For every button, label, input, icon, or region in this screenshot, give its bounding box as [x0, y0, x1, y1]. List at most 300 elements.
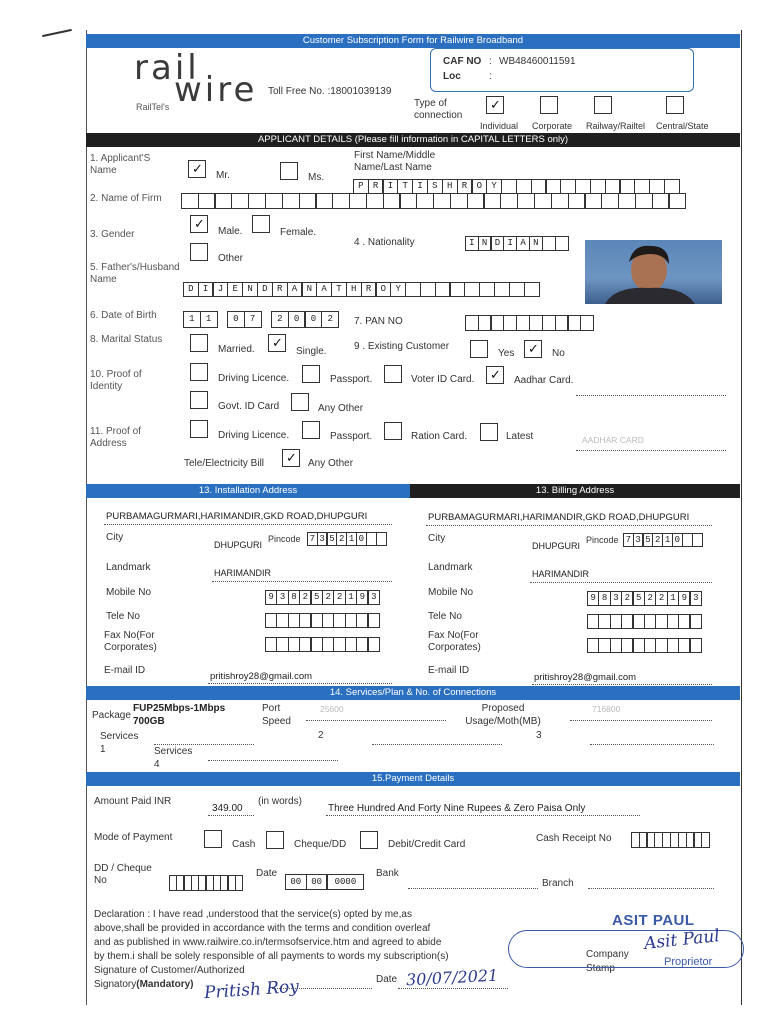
payment-date-cell: 00 — [306, 874, 328, 890]
firm-cell — [332, 193, 350, 209]
firm-cell — [282, 193, 300, 209]
install-mobile-cell: 2 — [322, 590, 335, 605]
billing-mobile-cell: 1 — [667, 591, 680, 606]
father-label: 5. Father's/Husband Name — [90, 262, 180, 285]
firm-cell — [668, 193, 686, 209]
applicant-name-cell: R — [368, 179, 384, 194]
checkbox-ms[interactable] — [280, 162, 298, 180]
billing-tele-label: Tele No — [428, 611, 462, 622]
billing-address-header: 13. Billing Address — [410, 484, 740, 498]
nationality-cell — [555, 236, 569, 251]
installation-address-header: 13. Installation Address — [86, 484, 410, 498]
firm-label: 2. Name of Firm — [90, 193, 162, 204]
install-email-label: E-mail ID — [104, 665, 146, 676]
checkbox-poa-passport[interactable] — [302, 421, 320, 439]
install-tele-cells — [266, 613, 380, 628]
dob-day-cell: 1 — [200, 311, 218, 328]
install-pincode-label: Pincode — [268, 534, 301, 544]
dd-cheque-cells — [170, 875, 243, 891]
declaration-date-value: 30/07/2021 — [405, 965, 499, 990]
firm-cell — [483, 193, 501, 209]
billing-pincode-cells — [624, 533, 703, 547]
billing-mobile-cell: 2 — [655, 591, 668, 606]
applicant-name-label: 1. Applicant'S Name — [90, 153, 151, 176]
firm-cell — [433, 193, 451, 209]
billing-pincode-cell: 0 — [672, 533, 683, 547]
bank-underline — [408, 888, 538, 889]
gender-label: 3. Gender — [90, 229, 135, 240]
firm-cell — [568, 193, 586, 209]
applicant-name-cell — [590, 179, 606, 194]
father-name-cell — [449, 282, 465, 297]
caf-loc-label: Loc — [443, 71, 461, 82]
dob-month-cell: 0 — [227, 311, 245, 328]
firm-cell — [635, 193, 653, 209]
father-name-cell: A — [316, 282, 332, 297]
firm-cell — [399, 193, 417, 209]
firm-cell — [248, 193, 266, 209]
poa-ration: Ration Card. — [411, 431, 468, 442]
proprietor-stamp — [508, 906, 750, 978]
install-mobile-cell: 8 — [288, 590, 301, 605]
mode-of-payment-label: Mode of Payment — [94, 832, 173, 843]
checkbox-poi-voter[interactable] — [384, 365, 402, 383]
firm-cell — [450, 193, 468, 209]
firm-cell — [231, 193, 249, 209]
applicant-name-cell: Y — [486, 179, 502, 194]
father-name-cell: T — [331, 282, 347, 297]
branch-label: Branch — [542, 878, 574, 889]
label-married: Married. — [218, 344, 255, 355]
cash-receipt-label: Cash Receipt No — [536, 833, 612, 844]
applicant-name-cell: S — [427, 179, 443, 194]
applicant-name-cell: T — [397, 179, 413, 194]
caf-sep-1: : — [489, 56, 492, 67]
billing-address-line: PURBAMAGURMARI,HARIMANDIR,GKD ROAD,DHUPGURI — [428, 512, 690, 523]
billing-mobile-label: Mobile No — [428, 587, 474, 598]
applicant-photo — [585, 240, 722, 304]
applicant-name-cell — [575, 179, 591, 194]
checkbox-poi-govt[interactable] — [190, 391, 208, 409]
billing-mobile-cell: 9 — [587, 591, 600, 606]
install-mobile-cell: 1 — [345, 590, 358, 605]
payment-date-cell: 00 — [285, 874, 307, 890]
father-name-cell: N — [242, 282, 258, 297]
nationality-cell: N — [529, 236, 543, 251]
services-3-underline — [590, 744, 714, 745]
billing-email-label: E-mail ID — [428, 665, 470, 676]
nationality-cell: D — [490, 236, 504, 251]
opt-individual: Individual — [480, 121, 519, 131]
poa-other-value: AADHAR CARD — [582, 435, 644, 445]
existing-customer-label: 9 . Existing Customer — [354, 341, 450, 352]
checkbox-poa-other[interactable]: ✓ — [282, 449, 300, 467]
mandatory-text: (Mandatory) — [136, 979, 194, 990]
payment-date-cells — [286, 874, 364, 890]
bank-label: Bank — [376, 868, 399, 879]
billing-pincode-cell: 1 — [662, 533, 673, 547]
dob-month-cell: 7 — [244, 311, 262, 328]
install-mobile-cell: 9 — [265, 590, 278, 605]
checkbox-cheque[interactable] — [266, 831, 284, 849]
mode-card: Debit/Credit Card — [388, 839, 466, 850]
billing-landmark: HARIMANDIR — [532, 569, 590, 579]
firm-cell — [534, 193, 552, 209]
in-words-label: (in words) — [258, 796, 302, 807]
father-name-cell: Y — [390, 282, 406, 297]
package-value: FUP25Mbps-1Mbps 700GB — [133, 703, 226, 727]
declaration-line-2: above,shall be provided in accordance with the terms and condition overleaf — [94, 923, 431, 934]
install-mobile-cell: 3 — [367, 590, 380, 605]
dob-year-cell: 2 — [271, 311, 289, 328]
poi-aadhar: Aadhar Card. — [514, 375, 574, 386]
label-no: No — [552, 348, 565, 359]
amount-underline — [208, 815, 254, 816]
services-header: 14. Services/Plan & No. of Connections — [86, 686, 740, 700]
poi-govt: Govt. ID Card — [218, 401, 280, 412]
amount-words-underline — [326, 815, 640, 816]
billing-mobile-cell: 2 — [621, 591, 634, 606]
father-name-cell — [420, 282, 436, 297]
applicant-name-cell — [619, 179, 635, 194]
dob-month-cells — [228, 311, 262, 328]
customer-signature: Pritish Roy — [203, 976, 300, 1004]
father-name-cell: H — [346, 282, 362, 297]
dob-year-cells — [272, 311, 339, 328]
pan-label: 7. PAN NO — [354, 316, 403, 327]
install-pincode-cell: 1 — [346, 532, 357, 546]
nationality-cell: N — [478, 236, 492, 251]
stamp-name: ASIT PAUL — [612, 912, 695, 929]
signature-label-2 — [94, 979, 193, 991]
cash-receipt-cell — [701, 832, 710, 848]
applicant-name-cell: O — [471, 179, 487, 194]
install-landmark-underline — [212, 581, 392, 582]
dob-year-cell: 2 — [321, 311, 339, 328]
logo-word-wire: wire — [174, 70, 258, 110]
declaration-line-1: Declaration : I have read ,understood that the service(s) opted by me,as — [94, 909, 412, 920]
opt-corporate: Corporate — [532, 121, 573, 131]
checkbox-corporate[interactable] — [540, 96, 558, 114]
dd-cheque-label: DD / Cheque No — [94, 863, 152, 886]
poa-driving: Driving Licence. — [218, 430, 290, 441]
railwire-logo — [134, 48, 258, 116]
services-2-underline — [372, 744, 502, 745]
label-male: Male. — [218, 226, 243, 237]
label-ms: Ms. — [308, 172, 325, 183]
checkbox-poi-passport[interactable] — [302, 365, 320, 383]
install-landmark: HARIMANDIR — [214, 568, 272, 578]
services-4-label: Services 4 — [154, 746, 193, 770]
father-name-cell: R — [361, 282, 377, 297]
billing-tele-cell — [689, 614, 702, 629]
nationality-cell: I — [503, 236, 517, 251]
install-city-label: City — [106, 532, 124, 543]
pan-cells — [466, 315, 594, 331]
poi-other-line — [576, 395, 726, 396]
firm-cell — [383, 193, 401, 209]
install-email-underline — [208, 683, 392, 684]
father-name-cell: I — [198, 282, 214, 297]
poi-other: Any Other — [318, 403, 364, 414]
usage-underline — [570, 720, 712, 721]
poi-label: 10. Proof of Identity — [90, 369, 142, 392]
install-mobile-cells — [266, 590, 380, 605]
father-name-cell — [405, 282, 421, 297]
father-name-cell: E — [227, 282, 243, 297]
firm-cell — [652, 193, 670, 209]
checkbox-poa-driving[interactable] — [190, 420, 208, 438]
checkbox-card[interactable] — [360, 831, 378, 849]
services-1-label: Services 1 — [100, 731, 139, 755]
checkbox-other[interactable] — [190, 243, 208, 261]
cash-receipt-cells — [632, 832, 710, 848]
firm-cell — [315, 193, 333, 209]
father-name-cell: D — [183, 282, 199, 297]
dob-year-cell: 0 — [304, 311, 322, 328]
amount-label: Amount Paid INR — [94, 796, 172, 807]
dob-day-cells — [184, 311, 218, 328]
branch-underline — [588, 888, 714, 889]
nationality-label: 4 . Nationality — [354, 237, 415, 248]
applicant-details-header: APPLICANT DETAILS (Please fill information in CAPITAL LETTERS only) — [86, 133, 740, 147]
billing-fax-label: Fax No(For Corporates) — [428, 630, 481, 653]
stamp-signature: Asit Paul — [643, 926, 721, 954]
billing-tele-cells — [588, 614, 702, 629]
package-label: Package — [92, 710, 131, 721]
father-name-cell: N — [301, 282, 317, 297]
install-pincode-cell: 7 — [307, 532, 318, 546]
poa-tele-bill: Tele/Electricity Bill — [184, 458, 265, 469]
billing-mobile-cells — [588, 591, 702, 606]
marital-label: 8. Marital Status — [90, 334, 163, 345]
firm-cell — [601, 193, 619, 209]
father-name-cells — [184, 282, 540, 297]
checkbox-central-state[interactable] — [666, 96, 684, 114]
checkbox-single[interactable]: ✓ — [268, 334, 286, 352]
logo-tagline: RailTel's — [136, 102, 170, 112]
port-speed-value: 25600 — [320, 704, 344, 714]
type-of-connection-label: Type of connection — [414, 98, 463, 121]
install-pincode-cell: 3 — [317, 532, 328, 546]
applicant-name-cells — [354, 179, 680, 194]
poi-driving: Driving Licence. — [218, 373, 290, 384]
checkbox-poa-ration[interactable] — [384, 422, 402, 440]
checkbox-existing-no[interactable]: ✓ — [524, 340, 542, 358]
poa-passport: Passport. — [330, 431, 373, 442]
mode-cash: Cash — [232, 839, 256, 850]
nationality-cells — [466, 236, 569, 251]
billing-mobile-cell: 2 — [644, 591, 657, 606]
applicant-name-cell — [516, 179, 532, 194]
install-pincode-cells — [308, 532, 387, 546]
checkbox-mr[interactable]: ✓ — [188, 160, 206, 178]
pen-mark — [42, 29, 72, 37]
install-pincode-cell — [376, 532, 387, 546]
poi-passport: Passport. — [330, 374, 373, 385]
services-3-label: 3 — [536, 730, 542, 741]
billing-landmark-underline — [530, 582, 712, 583]
caf-sep-2: : — [489, 71, 492, 82]
billing-pincode-cell: 2 — [652, 533, 663, 547]
poa-other-line — [576, 450, 726, 451]
father-name-cell — [524, 282, 540, 297]
install-city: DHUPGURI — [214, 540, 263, 550]
checkbox-married[interactable] — [190, 334, 208, 352]
install-mobile-cell: 9 — [356, 590, 369, 605]
toll-free: Toll Free No. :18001039139 — [268, 86, 392, 97]
firm-cell — [198, 193, 216, 209]
dob-day-cell: 1 — [183, 311, 201, 328]
nationality-cell: I — [465, 236, 479, 251]
install-fax-cells — [266, 637, 380, 652]
declaration-line-3: and as published in www.railwire.co.in/termsofservice.htm and agreed to abide — [94, 937, 442, 948]
install-pincode-cell: 5 — [326, 532, 337, 546]
install-landmark-label: Landmark — [106, 562, 151, 573]
nationality-cell: A — [516, 236, 530, 251]
billing-mobile-cell: 5 — [632, 591, 645, 606]
port-speed-label: Port Speed — [262, 703, 291, 727]
payment-header: 15.Payment Details — [86, 772, 740, 786]
father-name-cell: A — [287, 282, 303, 297]
checkbox-poi-other[interactable] — [291, 393, 309, 411]
billing-mobile-cell: 8 — [598, 591, 611, 606]
label-mr: Mr. — [216, 170, 230, 181]
checkbox-poi-driving[interactable] — [190, 363, 208, 381]
firm-cell — [366, 193, 384, 209]
install-fax-cell — [367, 637, 380, 652]
firm-cell — [618, 193, 636, 209]
usage-value: 716800 — [592, 704, 621, 714]
father-name-cell: D — [257, 282, 273, 297]
firm-cell — [299, 193, 317, 209]
applicant-name-cell — [634, 179, 650, 194]
firm-cell — [416, 193, 434, 209]
checkbox-poi-aadhar[interactable]: ✓ — [486, 366, 504, 384]
install-fax-label: Fax No(For Corporates) — [104, 630, 157, 653]
usage-label: Proposed Usage/Moth(MB) — [465, 703, 541, 727]
billing-email-underline — [532, 684, 712, 685]
caf-no-value: WB48460011591 — [499, 56, 576, 67]
billing-email: pritishroy28@gmail.com — [534, 672, 637, 683]
pan-cell — [580, 315, 594, 331]
install-mobile-cell: 5 — [310, 590, 323, 605]
payment-date-cell: 0000 — [326, 874, 364, 890]
signatory-text: Signatory — [94, 979, 137, 990]
install-email: pritishroy28@gmail.com — [210, 671, 313, 682]
signature-label-1: Signature of Customer/Authorized — [94, 965, 245, 976]
opt-central-state: Central/State — [656, 121, 709, 131]
applicant-name-cell — [501, 179, 517, 194]
billing-pincode-cell — [692, 533, 703, 547]
checkbox-existing-yes[interactable] — [470, 340, 488, 358]
firm-cell — [584, 193, 602, 209]
father-name-cell — [509, 282, 525, 297]
firm-cell — [265, 193, 283, 209]
signature-underline — [272, 988, 372, 989]
services-4-underline — [208, 760, 338, 761]
caf-no-label: CAF NO — [443, 56, 482, 67]
opt-railway: Railway/Railtel — [586, 121, 646, 131]
company-stamp-label: Company Stamp — [586, 949, 629, 974]
checkbox-individual[interactable]: ✓ — [486, 96, 504, 114]
label-other: Other — [218, 253, 244, 264]
firm-cell — [517, 193, 535, 209]
father-name-cell — [464, 282, 480, 297]
stamp-title: Proprietor — [664, 956, 713, 968]
install-mobile-label: Mobile No — [106, 587, 152, 598]
billing-city: DHUPGURI — [532, 541, 581, 551]
billing-address-underline — [426, 525, 712, 526]
applicant-name-cell: I — [382, 179, 398, 194]
applicant-name-cell — [531, 179, 547, 194]
install-tele-cell — [367, 613, 380, 628]
checkbox-male[interactable]: ✓ — [190, 215, 208, 233]
poa-latest: Latest — [506, 431, 534, 442]
first-name-label: First Name/Middle Name/Last Name — [354, 150, 436, 173]
checkbox-poa-latest[interactable] — [480, 423, 498, 441]
poi-voter: Voter ID Card. — [411, 374, 475, 385]
father-name-cell: J — [212, 282, 228, 297]
label-female: Female. — [280, 227, 317, 238]
applicant-name-cell: I — [412, 179, 428, 194]
install-tele-label: Tele No — [106, 611, 140, 622]
firm-cell — [500, 193, 518, 209]
checkbox-female[interactable] — [252, 215, 270, 233]
declaration-line-4: by them.i shall be solely responsible of all payments to words my subscription(s) — [94, 951, 449, 962]
poa-label: 11. Proof of Address — [90, 426, 141, 449]
billing-fax-cell — [689, 638, 702, 653]
father-name-cell — [494, 282, 510, 297]
install-pincode-cell: 0 — [356, 532, 367, 546]
father-name-cell: R — [272, 282, 288, 297]
billing-mobile-cell: 3 — [610, 591, 623, 606]
dob-year-cell: 0 — [288, 311, 306, 328]
install-mobile-cell: 3 — [276, 590, 289, 605]
logo-word-rail: rail — [134, 48, 200, 88]
checkbox-railway[interactable] — [594, 96, 612, 114]
billing-pincode-label: Pincode — [586, 535, 619, 545]
applicant-name-cell: H — [442, 179, 458, 194]
label-yes: Yes — [498, 348, 515, 359]
install-mobile-cell: 2 — [333, 590, 346, 605]
billing-fax-cells — [588, 638, 702, 653]
applicant-name-cell: R — [457, 179, 473, 194]
billing-city-label: City — [428, 533, 446, 544]
applicant-name-cell — [545, 179, 561, 194]
billing-mobile-cell: 9 — [678, 591, 691, 606]
checkbox-cash[interactable] — [204, 830, 222, 848]
mode-cheque: Cheque/DD — [294, 839, 347, 850]
install-mobile-cell: 2 — [299, 590, 312, 605]
install-address-underline — [104, 524, 392, 525]
install-address-line: PURBAMAGURMARI,HARIMANDIR,GKD ROAD,DHUPGURI — [106, 511, 368, 522]
billing-pincode-cell: 3 — [633, 533, 644, 547]
firm-cell — [551, 193, 569, 209]
firm-cells — [182, 193, 686, 209]
declaration-date-underline — [398, 988, 508, 989]
firm-cell — [467, 193, 485, 209]
firm-cell — [214, 193, 232, 209]
applicant-name-cell — [605, 179, 621, 194]
applicant-name-cell: P — [353, 179, 369, 194]
applicant-name-cell — [664, 179, 680, 194]
amount-value: 349.00 — [212, 803, 243, 814]
date-label: Date — [256, 868, 278, 879]
billing-pincode-cell: 5 — [642, 533, 653, 547]
father-name-cell — [479, 282, 495, 297]
install-pincode-cell: 2 — [336, 532, 347, 546]
